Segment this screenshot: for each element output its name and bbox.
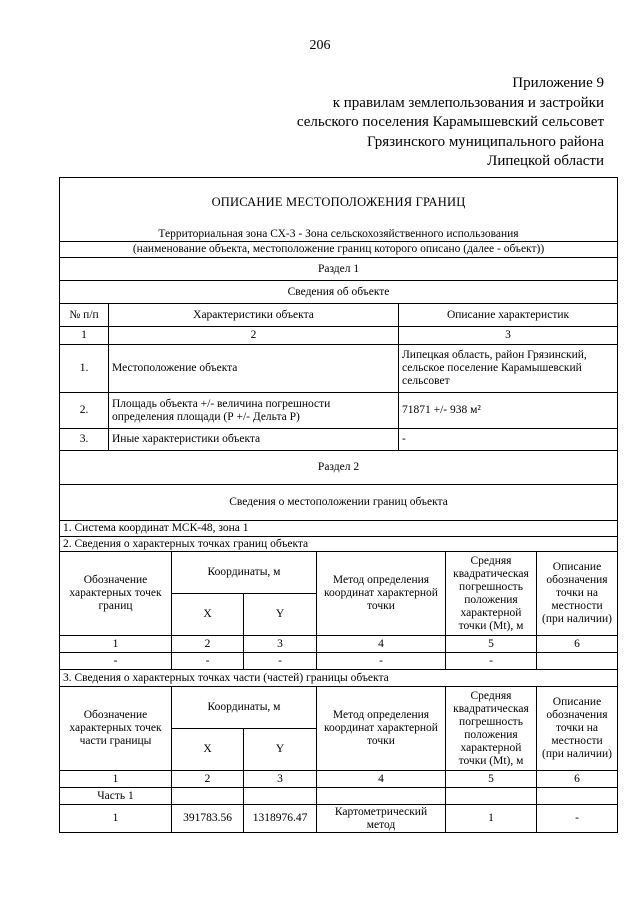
section2-subtitle: Сведения о местоположении границ объекта (60, 485, 618, 521)
appendix-line: Липецкой области (487, 153, 604, 169)
row-number: 2. (60, 393, 109, 429)
column-number: 6 (537, 771, 618, 788)
coords-header: Координаты, м (172, 687, 317, 729)
characteristic-value: 71871 +/- 938 м² (399, 393, 618, 429)
accuracy-header: Средняя квадратическая погрешность положения характерной точки (Mt), м (446, 552, 537, 636)
characteristic-name: Площадь объекта +/- величина погрешности определения площади (Р +/- Дельта Р) (109, 393, 399, 429)
document-title: ОПИСАНИЕ МЕСТОПОЛОЖЕНИЯ ГРАНИЦ (60, 178, 618, 228)
column-number: 2 (172, 771, 244, 788)
column-number: 1 (60, 327, 109, 345)
designation-header: Обозначение характерных точек части границы (60, 687, 172, 771)
appendix-caption (297, 74, 604, 172)
column-number: 3 (244, 771, 317, 788)
part-label: Часть 1 (60, 788, 172, 805)
table-row (60, 393, 618, 429)
row-number: 3. (60, 429, 109, 451)
section2-title: Раздел 2 (60, 451, 618, 485)
points-section-title: 2. Сведения о характерных точках границ объекта (60, 537, 618, 552)
column-number: 4 (317, 636, 446, 653)
point-number: 1 (60, 805, 172, 833)
x-header: X (172, 729, 244, 771)
appendix-line: Приложение 9 (512, 75, 604, 91)
section1-title: Раздел 1 (60, 258, 618, 281)
page-number: 206 (309, 38, 331, 53)
table-row (60, 805, 618, 833)
description-value: - (537, 805, 618, 833)
coords-header: Координаты, м (172, 552, 317, 594)
description-header: Описание обозначения точки на местности (при наличии) (537, 687, 618, 771)
x-value: 391783.56 (172, 805, 244, 833)
table-cell: - (60, 653, 172, 670)
row-number: 1. (60, 345, 109, 393)
coordinate-system: 1. Система координат МСК-48, зона 1 (60, 521, 618, 537)
column-header: Описание характеристик (399, 304, 618, 327)
section2-heading-table (59, 450, 618, 521)
object-info-table (59, 177, 618, 451)
method-value: Картометрический метод (317, 805, 446, 833)
section1-subtitle: Сведения об объекте (60, 281, 618, 304)
column-header: № п/п (60, 304, 109, 327)
table-row (60, 345, 618, 393)
appendix-line: Грязинского муниципального района (367, 133, 604, 150)
appendix-line: к правилам землепользования и застройки (332, 94, 604, 111)
column-number: 3 (399, 327, 618, 345)
y-value: 1318976.47 (244, 805, 317, 833)
table-cell: - (317, 653, 446, 670)
characteristic-value: Липецкая область, район Грязинский, сельское поселение Карамышевский сельсовет (399, 345, 618, 393)
table-cell (537, 788, 618, 805)
accuracy-header: Средняя квадратическая погрешность положения характерной точки (Mt), м (446, 687, 537, 771)
zone-note: (наименование объекта, местоположение границ которого описано (далее - объект)) (60, 242, 618, 258)
column-number: 5 (446, 771, 537, 788)
boundary-points-table (59, 520, 618, 833)
column-number: 4 (317, 771, 446, 788)
column-number: 1 (60, 771, 172, 788)
characteristic-name: Местоположение объекта (109, 345, 399, 393)
table-cell: - (172, 653, 244, 670)
y-header: Y (244, 594, 317, 636)
column-number: 3 (244, 636, 317, 653)
table-cell (317, 788, 446, 805)
method-header: Метод определения координат характерной точки (317, 552, 446, 636)
accuracy-value: 1 (446, 805, 537, 833)
column-number: 2 (172, 636, 244, 653)
parts-section-title: 3. Сведения о характерных точках части (частей) границы объекта (60, 670, 618, 687)
table-cell (537, 653, 618, 670)
designation-header: Обозначение характерных точек границ (60, 552, 172, 636)
table-cell (244, 788, 317, 805)
description-header: Описание обозначения точки на местности (при наличии) (537, 552, 618, 636)
appendix-line: сельского поселения Карамышевский сельсовет (296, 114, 604, 130)
characteristic-name: Иные характеристики объекта (109, 429, 399, 451)
table-cell (172, 788, 244, 805)
column-number: 5 (446, 636, 537, 653)
x-header: X (172, 594, 244, 636)
table-cell: - (446, 653, 537, 670)
column-number: 1 (60, 636, 172, 653)
table-cell: - (244, 653, 317, 670)
table-row (60, 429, 618, 451)
column-number: 6 (537, 636, 618, 653)
method-header: Метод определения координат характерной точки (317, 687, 446, 771)
column-header: Характеристики объекта (109, 304, 399, 327)
column-number: 2 (109, 327, 399, 345)
characteristic-value: - (399, 429, 618, 451)
zone-name: Территориальная зона СХ-3 - Зона сельскохозяйственного использования (60, 228, 618, 242)
y-header: Y (244, 729, 317, 771)
table-row (60, 653, 618, 670)
table-cell (446, 788, 537, 805)
